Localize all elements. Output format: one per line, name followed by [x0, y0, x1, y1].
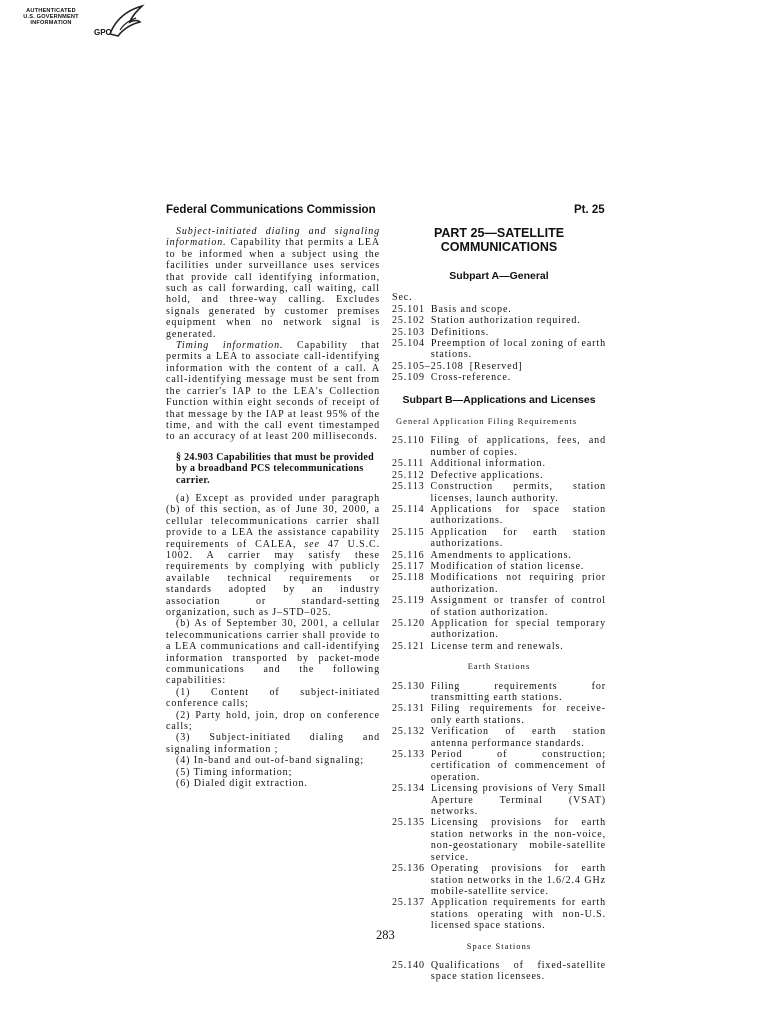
toc-section-title: Station authorization required.	[430, 315, 581, 327]
toc-section-title: Application requirements for earth stations operating with non-U.S. licensed space stations.	[430, 897, 606, 932]
toc-section-title: Filing requirements for transmitting earth stations.	[430, 680, 606, 703]
toc-entry	[392, 315, 606, 326]
toc-section-number: 25.117	[392, 560, 425, 572]
toc-section-number: 25.120	[392, 617, 425, 629]
toc-section-number: 25.105–25.108	[392, 360, 464, 372]
toc-section-number: 25.140	[392, 959, 425, 971]
toc-entry	[392, 572, 606, 595]
toc-entry	[392, 527, 606, 550]
toc-section-title: Cross-reference.	[430, 372, 512, 384]
toc-section-number: 25.133	[392, 749, 425, 761]
eagle-icon	[106, 4, 146, 38]
toc-section-number: 25.134	[392, 783, 425, 795]
toc-entry	[392, 561, 606, 572]
toc-section-number: 25.137	[392, 897, 425, 909]
toc-section-number: 25.119	[392, 595, 425, 607]
paragraph-a-after: 47 U.S.C. 1002. A carrier may satisfy these requirements by complying with publicly available technical requirements or standards adopted by an industry association or standard-setting organization, such as J–STD–025.	[166, 538, 381, 618]
paragraph-a-before: (a) Except as provided under paragraph (b) of this section, as of June 30, 2000, a cellular telecommunications carrier shall provide to a LEA the assistance capability requirements of CALEA,	[166, 492, 380, 550]
sec-label: Sec.	[392, 292, 413, 304]
toc-section-title: Construction permits, station licenses, launch authority.	[430, 481, 606, 504]
toc-entry	[392, 372, 606, 383]
toc-section-title: Qualifications of fixed-satellite space station licensees.	[430, 959, 606, 983]
toc-section-title: Verification of earth station antenna performance standards.	[430, 726, 606, 749]
gpo-authentication-logo	[12, 4, 144, 44]
toc-section-title: Application for earth station authorizations.	[430, 526, 606, 550]
toc-entry	[392, 327, 606, 338]
paragraph-a	[166, 493, 380, 618]
paragraph-a-see: see	[304, 538, 320, 550]
toc-entry	[392, 618, 606, 641]
toc-section-title: Filing of applications, fees, and number of copies.	[430, 435, 606, 458]
toc-section-title: Basis and scope.	[430, 303, 512, 315]
paragraph-lead: Subject-initiated dialing and signaling information.	[166, 226, 380, 249]
toc-entry	[392, 361, 606, 372]
toc-section-title: License term and renewals.	[430, 640, 564, 652]
toc-subpart-a	[392, 304, 606, 384]
toc-section-number: 25.132	[392, 726, 425, 738]
toc-section-title: Licensing provisions for earth station networks in the non-voice, non-geostationary mobile-satellite service.	[430, 817, 606, 863]
toc-section-title: Applications for space station authorizations.	[430, 503, 606, 527]
toc-section-title: [Reserved]	[469, 360, 523, 372]
toc-section-number: 25.112	[392, 469, 425, 481]
paragraph-timing-information	[166, 340, 380, 443]
toc-entry	[392, 504, 606, 527]
toc-section-number: 25.121	[392, 640, 425, 652]
toc-section-number: 25.104	[392, 338, 425, 350]
toc-entry	[392, 550, 606, 561]
toc-section-number: 25.136	[392, 863, 425, 875]
toc-section-number: 25.131	[392, 703, 425, 715]
left-column	[166, 226, 380, 790]
part-title-line-1: PART 25—SATELLITE	[433, 226, 565, 240]
toc-section-title: Amendments to applications.	[430, 549, 572, 561]
part-title	[392, 226, 606, 254]
toc-section-number: 25.130	[392, 680, 425, 692]
toc-entry	[392, 817, 606, 863]
toc-section-number: 25.110	[392, 435, 425, 447]
running-header-agency: Federal Communications Commission	[166, 204, 376, 216]
toc-entry	[392, 304, 606, 315]
toc-entry	[392, 641, 606, 652]
toc-section-number: 25.135	[392, 817, 425, 829]
toc-section-number: 25.115	[392, 526, 425, 538]
paragraph-b: (b) As of September 30, 2001, a cellular telecommunications carrier shall provide to a LEA communications and call-identifying information transported by packet-mode communications and the following capabilities:	[166, 618, 380, 687]
part-title-line-2: COMMUNICATIONS	[440, 240, 558, 254]
toc-entry	[392, 470, 606, 481]
paragraph-body: Capability that permits a LEA to be informed when a subject using the facilities under surveillance uses services that provide call identifying information, such as call forwarding, call waiting, call hold, and three-way calling. Excludes signals generated by customer premises equipment when no network signal is generated.	[166, 237, 380, 340]
toc-entry	[392, 749, 606, 783]
general-filing-heading: General Application Filing Requirements	[396, 417, 578, 427]
toc-space-stations	[392, 960, 606, 983]
toc-entry	[392, 681, 606, 704]
toc-entry	[392, 458, 606, 469]
right-column	[392, 226, 606, 983]
toc-section-number: 25.113	[392, 481, 425, 493]
list-item: (3) Subject-initiated dialing and signaling information ;	[166, 732, 380, 755]
toc-entry	[392, 897, 606, 931]
toc-entry	[392, 481, 606, 504]
subpart-b-title: Subpart B—Applications and Licenses	[402, 393, 596, 406]
toc-section-title: Assignment or transfer of control of station authorization.	[430, 595, 606, 618]
toc-section-number: 25.101	[392, 303, 425, 315]
earth-stations-heading: Earth Stations	[467, 662, 531, 672]
toc-earth-stations	[392, 681, 606, 932]
toc-entry	[392, 338, 606, 361]
page-number: 283	[376, 928, 395, 942]
toc-section-number: 25.103	[392, 326, 425, 338]
toc-entry	[392, 726, 606, 749]
list-item: (6) Dialed digit extraction.	[176, 778, 308, 790]
toc-section-title: Modification of station license.	[430, 560, 585, 572]
toc-section-title: Defective applications.	[430, 469, 544, 481]
toc-entry	[392, 863, 606, 897]
toc-section-title: Modifications not requiring prior authorization.	[430, 572, 606, 595]
paragraph-body: Capability that permits a LEA to associate call-identifying information with the content of a call. A call-identifying message must be sent from the carrier's IAP to the LEA's Collection Function within eight seconds of receipt of that message by the IAP at least 95% of the time, and with the call event timestamped to an accuracy of at least 200 milliseconds.	[166, 340, 380, 443]
logo-text	[12, 8, 90, 27]
toc-section-title: Definitions.	[430, 326, 490, 338]
list-item: (1) Content of subject-initiated conference calls;	[166, 686, 380, 710]
toc-section-number: 25.114	[392, 503, 425, 515]
toc-entry	[392, 435, 606, 458]
logo-line-2: U.S. GOVERNMENT	[23, 14, 79, 21]
logo-line-3: INFORMATION	[30, 20, 72, 27]
toc-section-title: Operating provisions for earth station networks in the 1.6/2.4 GHz mobile-satellite service.	[430, 863, 606, 897]
logo-line-1: AUTHENTICATED	[26, 8, 76, 14]
toc-section-number: 25.102	[392, 315, 425, 327]
paragraph-lead: Timing information.	[176, 340, 284, 352]
toc-entry	[392, 960, 606, 983]
toc-section-title: Licensing provisions of Very Small Aperture Terminal (VSAT) networks.	[430, 783, 606, 818]
toc-section-number: 25.111	[392, 458, 425, 470]
space-stations-heading: Space Stations	[466, 941, 532, 951]
toc-section-number: 25.109	[392, 372, 425, 384]
toc-section-title: Period of construction; certification of commencement of operation.	[430, 749, 606, 783]
list-item: (4) In-band and out-of-band signaling;	[176, 755, 365, 767]
toc-entry	[392, 703, 606, 726]
list-item: (5) Timing information;	[176, 766, 293, 778]
logo-gpo-mark: GPO	[94, 28, 112, 37]
toc-entry	[392, 783, 606, 817]
toc-section-title: Preemption of local zoning of earth stations.	[430, 338, 606, 361]
toc-section-number: 25.118	[392, 572, 425, 584]
section-heading-24-903: § 24.903 Capabilities that must be provided by a broadband PCS telecommunications carrier.	[176, 451, 375, 486]
subpart-a-title: Subpart A—General	[449, 270, 549, 282]
running-header-part: Pt. 25	[574, 204, 605, 216]
toc-section-title: Filing requirements for receive-only earth stations.	[430, 703, 606, 726]
toc-section-title: Application for special temporary authorization.	[430, 617, 606, 641]
toc-section-title: Additional information.	[430, 458, 546, 470]
toc-entry	[392, 595, 606, 618]
paragraph-subject-initiated	[166, 226, 380, 340]
toc-general-filing	[392, 435, 606, 652]
toc-section-number: 25.116	[392, 549, 425, 561]
list-item: (2) Party hold, join, drop on conference calls;	[166, 709, 380, 733]
